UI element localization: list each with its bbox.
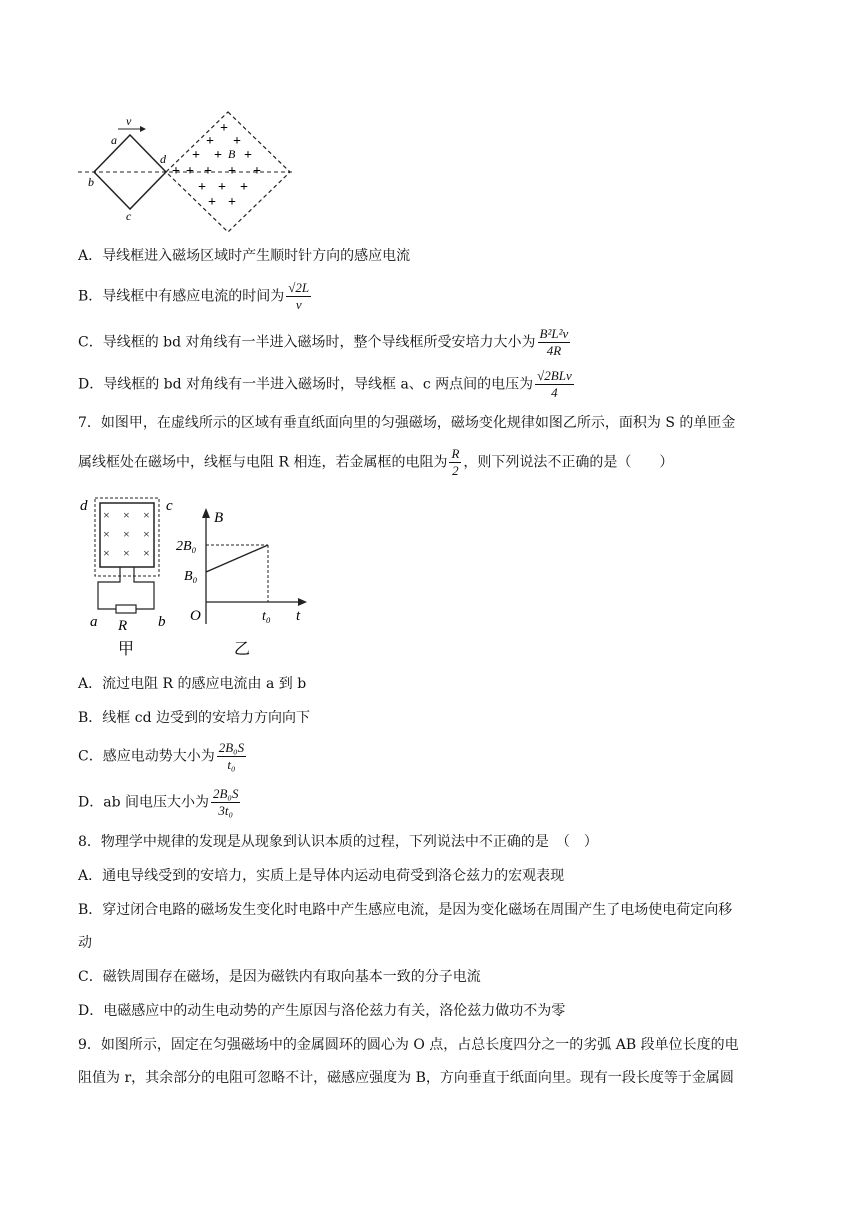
svg-text:B: B — [214, 510, 224, 526]
q7-c-fraction: $\frac{\text{2B₀S}}{\text{t₀}}$ — [218, 740, 245, 772]
q7-stem-line1: 7．如图甲，在虚线所示的区域有垂直纸面向里的匀强磁场，磁场变化规律如图乙所示，面积为 S 的单匝金 — [78, 415, 736, 431]
q7-option-c: C．感应电动势大小为 $\frac{\text{2B₀S}}{\text{t₀}}$ — [78, 740, 245, 772]
label-b: b — [88, 175, 94, 189]
q6-option-b: B．导线框中有感应电流的时间为 $\frac{√2L}{v}$ — [78, 280, 310, 312]
b-t-line — [206, 545, 268, 572]
q6-d-fraction: $\frac{\text{√2BLv}}{4}$ — [537, 368, 572, 400]
q6-option-d: D．导线框的 bd 对角线有一半进入磁场时，导线框 a、c 两点间的电压为 $\frac{\text{√2BLv}}{4}$ — [78, 368, 572, 400]
svg-text:×: × — [123, 508, 130, 522]
q9-stem-line2: 阻值为 r，其余部分的电阻可忽略不计，磁感应强度为 B，方向垂直于纸面向里。现有一段长度等于金属圆 — [78, 1070, 734, 1086]
label-B: B — [228, 147, 236, 161]
q8-option-b-line2: 动 — [78, 935, 92, 951]
svg-text:×: × — [103, 546, 110, 560]
svg-text:t₀: t₀ — [262, 609, 271, 624]
svg-text:+: + — [233, 134, 241, 149]
svg-text:×: × — [103, 508, 110, 522]
q8-option-d: D．电磁感应中的动生电动势的产生原因与洛伦兹力有关，洛伦兹力做功不为零 — [78, 1003, 566, 1019]
label-v: v — [126, 114, 132, 128]
plus-marks — [172, 121, 261, 210]
q7-option-d: D．ab 间电压大小为 $\frac{\text{2B₀S}}{\text{3t₀}}$ — [78, 786, 239, 818]
svg-text:+: + — [244, 148, 252, 163]
svg-text:×: × — [143, 508, 150, 522]
q8-option-b-line1: B．穿过闭合电路的磁场发生变化时电路中产生感应电流，是因为变化磁场在周围产生了电场使电荷定向移 — [78, 902, 733, 918]
q7-stem-line2: 属线框处在磁场中，线框与电阻 R 相连，若金属框的电阻为 $\frac{R}{2}$ ，则下列说法不正确的是（ ） — [78, 446, 674, 478]
caption-yi: 乙 — [234, 641, 251, 658]
svg-text:+: + — [253, 164, 261, 179]
svg-text:+: + — [220, 121, 228, 136]
caption-jia: 甲 — [118, 641, 135, 658]
svg-text:O: O — [190, 608, 201, 624]
q6-figure — [78, 110, 298, 235]
svg-text:t: t — [296, 608, 301, 624]
q6-option-c: C．导线框的 bd 对角线有一半进入磁场时，整个导线框所受安培力大小为 $\frac{\text{B²L²v}}{4R}$ — [78, 326, 569, 358]
svg-text:+: + — [172, 164, 180, 179]
svg-text:×: × — [143, 546, 150, 560]
q9-stem-line1: 9．如图所示，固定在匀强磁场中的金属圆环的圆心为 O 点，占总长度四分之一的劣弧 AB 段单位长度的电 — [78, 1037, 739, 1053]
q7-option-a: A．流过电阻 R 的感应电流由 a 到 b — [78, 676, 307, 692]
svg-text:×: × — [143, 527, 150, 541]
q7-figure-yi — [170, 504, 310, 660]
svg-text:b: b — [158, 614, 166, 630]
svg-text:+: + — [218, 180, 226, 195]
svg-text:a: a — [90, 614, 98, 630]
svg-text:2B₀: 2B₀ — [176, 539, 197, 554]
q7-d-fraction: $\frac{\text{2B₀S}}{\text{3t₀}}$ — [212, 786, 239, 818]
svg-text:+: + — [228, 195, 236, 210]
svg-text:R: R — [118, 618, 128, 634]
q8-stem: 8．物理学中规律的发现是从现象到认识本质的过程，下列说法中不正确的是 （ ） — [78, 834, 598, 850]
svg-text:+: + — [208, 195, 216, 210]
svg-text:d: d — [80, 498, 88, 514]
svg-text:×: × — [103, 527, 110, 541]
svg-text:c: c — [166, 498, 173, 514]
svg-text:B₀: B₀ — [184, 569, 198, 584]
q6-option-a: A．导线框进入磁场区域时产生顺时针方向的感应电流 — [78, 248, 411, 264]
svg-text:×: × — [123, 546, 130, 560]
q6-c-fraction: $\frac{\text{B²L²v}}{4R}$ — [539, 326, 569, 358]
svg-text:+: + — [214, 148, 222, 163]
label-c: c — [126, 209, 132, 223]
svg-text:+: + — [228, 164, 236, 179]
svg-text:+: + — [198, 180, 206, 195]
label-a: a — [111, 133, 117, 147]
q8-option-c: C．磁铁周围存在磁场，是因为磁铁内有取向基本一致的分子电流 — [78, 969, 481, 985]
svg-text:+: + — [206, 134, 214, 149]
svg-text:×: × — [123, 527, 130, 541]
cross-marks — [103, 508, 150, 560]
q7-option-b: B．线框 cd 边受到的安培力方向向下 — [78, 710, 310, 726]
label-d: d — [160, 152, 166, 166]
svg-text:+: + — [186, 164, 194, 179]
svg-text:+: + — [192, 148, 200, 163]
q8-option-a: A．通电导线受到的安培力，实质上是导体内运动电荷受到洛仑兹力的宏观表现 — [78, 868, 565, 884]
q6-b-fraction: $\frac{√2L}{v}$ — [288, 280, 310, 312]
svg-text:+: + — [240, 180, 248, 195]
svg-text:+: + — [204, 164, 212, 179]
q7-stem-fraction: $\frac{R}{2}$ — [451, 446, 460, 478]
